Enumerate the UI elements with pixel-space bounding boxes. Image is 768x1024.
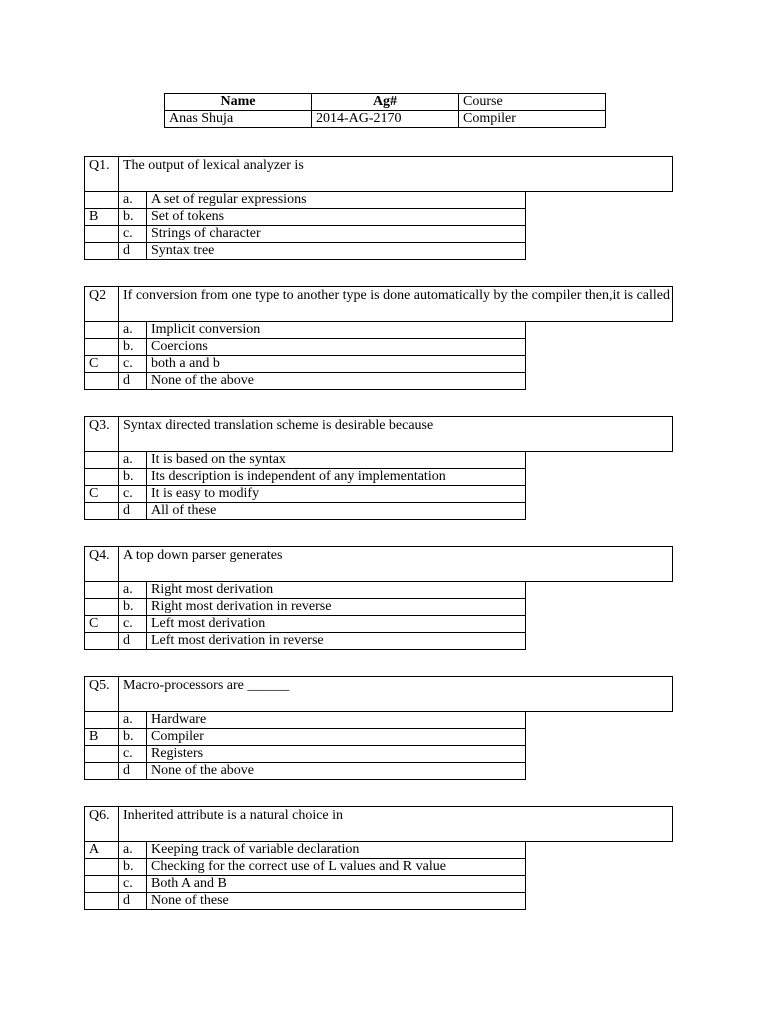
option-row (85, 876, 526, 893)
option-letter: b. (119, 729, 147, 746)
option-letter: d (119, 893, 147, 910)
option-text: Compiler (147, 729, 526, 746)
answer-cell (85, 243, 119, 260)
option-text: None of these (147, 893, 526, 910)
option-row (85, 763, 526, 780)
option-row (85, 893, 526, 910)
option-letter: a. (119, 192, 147, 209)
option-letter: a. (119, 842, 147, 859)
option-text: It is based on the syntax (147, 452, 526, 469)
question-text: Inherited attribute is a natural choice in (119, 807, 673, 842)
answer-cell: C (85, 356, 119, 373)
option-row (85, 712, 526, 729)
question-block (84, 156, 672, 260)
option-text: both a and b (147, 356, 526, 373)
student-info-table (164, 93, 606, 128)
answer-cell (85, 876, 119, 893)
answer-cell (85, 503, 119, 520)
option-row (85, 322, 526, 339)
answer-cell: B (85, 209, 119, 226)
answer-cell: C (85, 616, 119, 633)
option-text: None of the above (147, 763, 526, 780)
option-row (85, 452, 526, 469)
option-row (85, 616, 526, 633)
option-letter: d (119, 503, 147, 520)
option-letter: b. (119, 209, 147, 226)
question-number: Q5. (85, 677, 119, 712)
option-row (85, 859, 526, 876)
option-text: A set of regular expressions (147, 192, 526, 209)
option-text: Implicit conversion (147, 322, 526, 339)
question-header (84, 546, 673, 582)
option-text: Hardware (147, 712, 526, 729)
option-text: Syntax tree (147, 243, 526, 260)
question-number: Q4. (85, 547, 119, 582)
option-row (85, 486, 526, 503)
answer-cell (85, 373, 119, 390)
student-info-value-row (165, 111, 606, 128)
option-letter: a. (119, 712, 147, 729)
answer-cell (85, 469, 119, 486)
answer-cell (85, 452, 119, 469)
option-row (85, 599, 526, 616)
question-header (84, 676, 673, 712)
question-text: Syntax directed translation scheme is desirable because (119, 417, 673, 452)
option-text: Strings of character (147, 226, 526, 243)
options-table (84, 711, 526, 780)
option-row (85, 226, 526, 243)
option-letter: d (119, 373, 147, 390)
question-header (84, 156, 673, 192)
option-text: All of these (147, 503, 526, 520)
option-row (85, 633, 526, 650)
option-row (85, 356, 526, 373)
option-row (85, 503, 526, 520)
option-text: Set of tokens (147, 209, 526, 226)
option-row (85, 339, 526, 356)
option-letter: b. (119, 339, 147, 356)
option-row (85, 842, 526, 859)
answer-cell: A (85, 842, 119, 859)
course-header: Course (459, 94, 606, 111)
name-header: Name (165, 94, 312, 111)
answer-cell (85, 859, 119, 876)
question-block (84, 416, 672, 520)
option-letter: c. (119, 356, 147, 373)
option-text: Keeping track of variable declaration (147, 842, 526, 859)
option-text: Left most derivation in reverse (147, 633, 526, 650)
student-name: Anas Shuja (165, 111, 312, 128)
options-table (84, 321, 526, 390)
option-letter: c. (119, 226, 147, 243)
option-text: Both A and B (147, 876, 526, 893)
option-text: Registers (147, 746, 526, 763)
option-text: Coercions (147, 339, 526, 356)
option-letter: c. (119, 486, 147, 503)
option-letter: c. (119, 876, 147, 893)
option-letter: c. (119, 616, 147, 633)
question-number: Q6. (85, 807, 119, 842)
question-text: A top down parser generates (119, 547, 673, 582)
question-number: Q3. (85, 417, 119, 452)
option-letter: a. (119, 322, 147, 339)
question-block (84, 676, 672, 780)
answer-cell (85, 339, 119, 356)
option-text: Right most derivation in reverse (147, 599, 526, 616)
course-name: Compiler (459, 111, 606, 128)
question-block (84, 286, 672, 390)
ag-number: 2014-AG-2170 (312, 111, 459, 128)
options-table (84, 191, 526, 260)
option-row (85, 746, 526, 763)
option-row (85, 729, 526, 746)
question-number: Q1. (85, 157, 119, 192)
answer-cell (85, 712, 119, 729)
option-letter: c. (119, 746, 147, 763)
answer-cell (85, 192, 119, 209)
question-block (84, 546, 672, 650)
question-header (84, 806, 673, 842)
question-header (84, 286, 673, 322)
option-letter: b. (119, 599, 147, 616)
answer-cell (85, 582, 119, 599)
option-letter: b. (119, 859, 147, 876)
question-block (84, 806, 672, 910)
option-letter: a. (119, 452, 147, 469)
option-letter: a. (119, 582, 147, 599)
ag-number-header: Ag# (312, 94, 459, 111)
question-text: The output of lexical analyzer is (119, 157, 673, 192)
question-text: Macro-processors are ______ (119, 677, 673, 712)
question-number: Q2 (85, 287, 119, 322)
option-letter: d (119, 243, 147, 260)
answer-cell (85, 633, 119, 650)
option-text: Right most derivation (147, 582, 526, 599)
option-row (85, 582, 526, 599)
option-text: Checking for the correct use of L values and R value (147, 859, 526, 876)
option-text: Left most derivation (147, 616, 526, 633)
option-row (85, 373, 526, 390)
option-letter: b. (119, 469, 147, 486)
option-row (85, 469, 526, 486)
option-letter: d (119, 763, 147, 780)
question-text: If conversion from one type to another type is done automatically by the compiler then,it is called (119, 287, 673, 322)
answer-cell (85, 746, 119, 763)
answer-cell (85, 322, 119, 339)
option-row (85, 243, 526, 260)
answer-cell: C (85, 486, 119, 503)
options-table (84, 451, 526, 520)
option-row (85, 209, 526, 226)
option-row (85, 192, 526, 209)
options-table (84, 581, 526, 650)
options-table (84, 841, 526, 910)
answer-cell (85, 893, 119, 910)
option-letter: d (119, 633, 147, 650)
option-text: It is easy to modify (147, 486, 526, 503)
answer-cell (85, 599, 119, 616)
answer-cell: B (85, 729, 119, 746)
option-text: Its description is independent of any implementation (147, 469, 526, 486)
question-header (84, 416, 673, 452)
student-info-header-row (165, 94, 606, 111)
answer-cell (85, 226, 119, 243)
option-text: None of the above (147, 373, 526, 390)
answer-cell (85, 763, 119, 780)
